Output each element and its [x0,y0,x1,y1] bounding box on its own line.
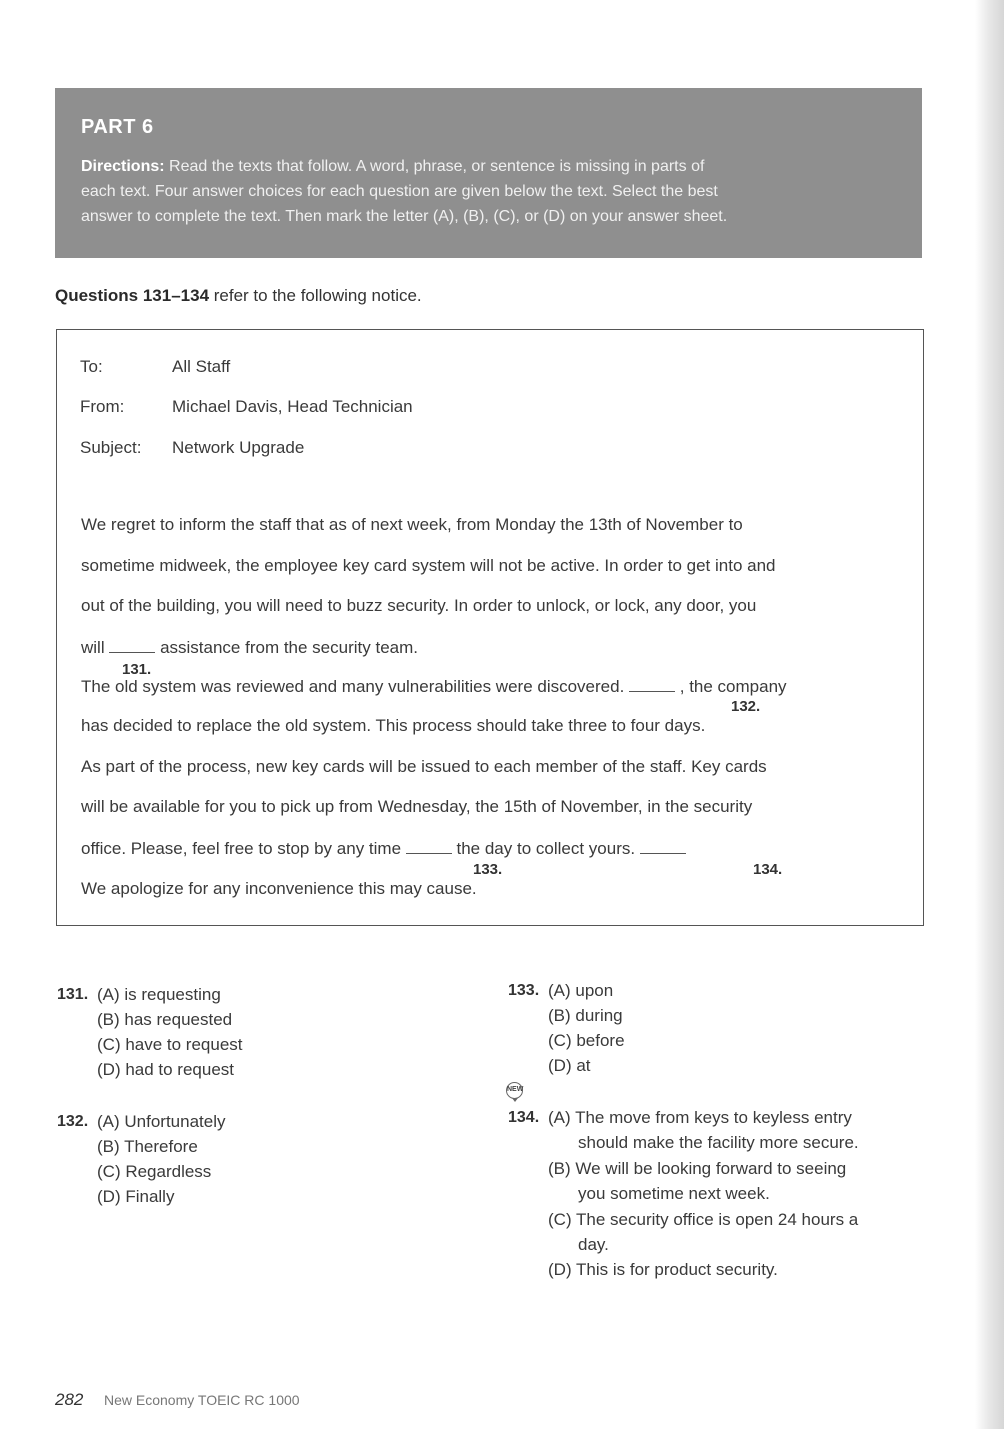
question-132-option-d[interactable]: (D) Finally [97,1187,175,1206]
question-132-option-c[interactable]: (C) Regardless [97,1162,212,1181]
question-133-number: 133. [508,982,540,999]
notice-line-8: will be available for you to pick up from Wednesday, the 15th of November, in the security [81,797,753,816]
new-badge-icon: NEW [506,1082,523,1099]
directions-line-1: Read the texts that follow. A word, phrase, or sentence is missing in parts of [164,158,705,175]
subject-value: Network Upgrade [172,438,305,457]
to-label: To: [80,357,103,376]
notice-line-3: out of the building, you will need to buzz security. In order to unlock, or lock, any door, you [81,596,757,615]
blank-134 [640,841,686,854]
page-number: 282 [55,1390,84,1409]
question-133-option-b[interactable]: (B) during [548,1006,623,1025]
question-131-option-c[interactable]: (C) have to request [97,1035,243,1054]
question-134-option-d[interactable]: (D) This is for product security. [548,1260,778,1279]
question-133-option-d[interactable]: (D) at [548,1056,591,1075]
notice-line-6: has decided to replace the old system. This process should take three to four days. [81,716,706,735]
part-title: PART 6 [81,116,154,138]
blank-132 [629,679,675,692]
blank-133 [406,841,452,854]
notice-box [56,329,924,926]
directions-line-3: answer to complete the text. Then mark the letter (A), (B), (C), or (D) on your answer sheet. [81,208,728,225]
from-value: Michael Davis, Head Technician [172,397,413,416]
question-134-option-c-cont: day. [578,1235,609,1254]
directions-line-2: each text. Four answer choices for each question are given below the text. Select the best [81,183,718,200]
questions-intro [55,286,422,306]
question-131-option-a[interactable]: (A) is requesting [97,985,221,1004]
question-134-option-c[interactable]: (C) The security office is open 24 hours a [548,1210,859,1229]
question-131-option-d[interactable]: (D) had to request [97,1060,235,1079]
question-133-option-c[interactable]: (C) before [548,1031,625,1050]
blank-label-133: 133. [473,861,503,878]
notice-line-5 [81,677,787,697]
notice-line-2: sometime midweek, the employee key card system will not be active. In order to get into and [81,556,776,575]
blank-label-131: 131. [122,661,152,678]
question-134-option-b-cont: you sometime next week. [578,1184,770,1203]
notice-line-5-start: The old system was reviewed and many vulnerabilities were discovered. [81,677,630,696]
question-134-option-b[interactable]: (B) We will be looking forward to seeing [548,1159,847,1178]
notice-line-7: As part of the process, new key cards will be issued to each member of the staff. Key cards [81,757,767,776]
blank-131 [109,640,155,653]
notice-line-9-start: office. Please, feel free to stop by any time [81,839,406,858]
blank-label-134: 134. [753,861,783,878]
notice-line-5-end: , the company [675,677,787,696]
notice-line-1: We regret to inform the staff that as of next week, from Monday the 13th of November to [81,515,743,534]
notice-line-4-end: assistance from the security team. [155,638,418,657]
notice-line-9-mid: the day to collect yours. [451,839,640,858]
directions-label: Directions: [81,158,165,175]
subject-label: Subject: [80,438,142,457]
question-134-option-a-cont: should make the facility more secure. [578,1133,859,1152]
question-132-option-b[interactable]: (B) Therefore [97,1137,198,1156]
blank-label-132: 132. [731,698,761,715]
page-edge-shadow [975,0,1004,1429]
notice-line-10: We apologize for any inconvenience this may cause. [81,879,477,898]
question-134-option-a[interactable]: (A) The move from keys to keyless entry [548,1108,852,1127]
question-133-option-a[interactable]: (A) upon [548,981,614,1000]
book-title: New Economy TOEIC RC 1000 [104,1392,300,1408]
notice-line-4 [81,638,418,658]
question-132-option-a[interactable]: (A) Unfortunately [97,1112,226,1131]
directions-text [81,154,901,229]
questions-intro-text: refer to the following notice. [209,286,422,305]
question-132-number: 132. [57,1113,89,1130]
from-label: From: [80,397,125,416]
questions-range: Questions 131–134 [55,286,210,305]
question-131-number: 131. [57,986,89,1003]
to-value: All Staff [172,357,231,376]
part-banner [55,88,922,258]
notice-line-4-start: will [81,638,110,657]
question-131-option-b[interactable]: (B) has requested [97,1010,233,1029]
question-134-number: 134. [508,1109,540,1126]
notice-line-9 [81,839,686,859]
